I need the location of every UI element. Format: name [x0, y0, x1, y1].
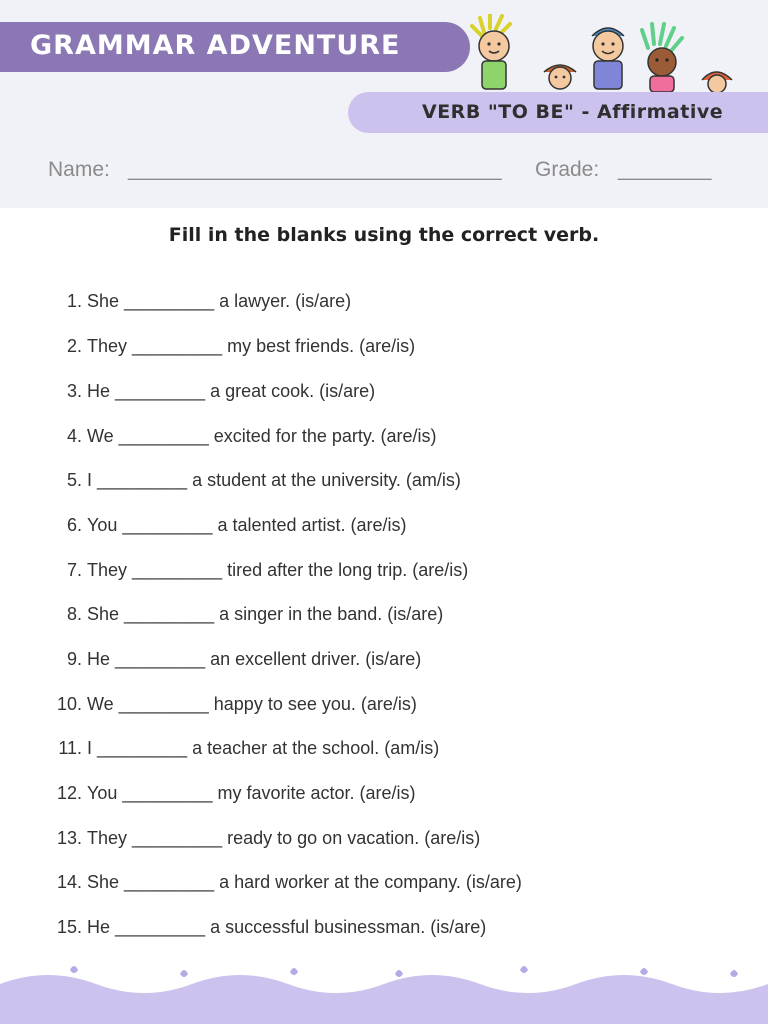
exercise-text[interactable]: They _________ ready to go on vacation. (are/is) [87, 828, 481, 848]
subtitle-banner [348, 92, 768, 133]
grade-field[interactable]: ________ [618, 158, 712, 181]
exercise-number: 9. [66, 649, 82, 669]
exercise-number: 12. [56, 783, 82, 803]
exercise-number: 11. [58, 738, 82, 758]
exercise-text[interactable]: They _________ my best friends. (are/is) [87, 336, 416, 356]
exercise-number: 8. [66, 604, 82, 624]
exercise-text[interactable]: I _________ a student at the university. (am/is) [87, 470, 461, 490]
exercise-number: 4. [66, 426, 82, 446]
exercise-text[interactable]: He _________ a successful businessman. (is/are) [87, 917, 487, 937]
exercise-number: 15. [56, 917, 82, 937]
exercise-text[interactable]: She _________ a hard worker at the company. (is/are) [87, 872, 522, 892]
exercise-number: 2. [66, 336, 82, 356]
exercise-number: 10. [56, 694, 82, 714]
exercise-text[interactable]: We _________ happy to see you. (are/is) [87, 694, 417, 714]
grade-label: Grade: [535, 158, 600, 181]
exercise-number: 13. [56, 828, 82, 848]
name-label: Name: [48, 158, 110, 181]
exercise-text[interactable]: He _________ a great cook. (is/are) [87, 381, 376, 401]
exercise-text[interactable]: They _________ tired after the long trip. (are/is) [87, 560, 469, 580]
exercise-number: 5. [66, 470, 82, 490]
instruction-text: Fill in the blanks using the correct verb. [168, 224, 600, 246]
exercise-number: 14. [56, 872, 82, 892]
exercise-text[interactable]: You _________ my favorite actor. (are/is) [87, 783, 416, 803]
exercise-number: 7. [66, 560, 82, 580]
wave-footer-icon [0, 960, 768, 1024]
exercise-text[interactable]: I _________ a teacher at the school. (am/is) [87, 738, 440, 758]
worksheet-subtitle: VERB "TO BE" - Affirmative [422, 101, 724, 123]
exercise-text[interactable]: She _________ a lawyer. (is/are) [87, 291, 352, 311]
name-field[interactable]: ________________________________ [128, 158, 502, 181]
kids-illustration-icon [470, 14, 760, 94]
exercise-text[interactable]: He _________ an excellent driver. (is/are) [87, 649, 422, 669]
worksheet-title: GRAMMAR ADVENTURE [30, 30, 401, 61]
exercise-number: 6. [66, 515, 82, 535]
title-banner [0, 22, 470, 72]
exercise-number: 1. [66, 291, 82, 311]
exercise-text[interactable]: We _________ excited for the party. (are/is) [87, 426, 437, 446]
exercise-text[interactable]: She _________ a singer in the band. (is/are) [87, 604, 444, 624]
exercise-number: 3. [66, 381, 82, 401]
exercise-text[interactable]: You _________ a talented artist. (are/is) [87, 515, 407, 535]
